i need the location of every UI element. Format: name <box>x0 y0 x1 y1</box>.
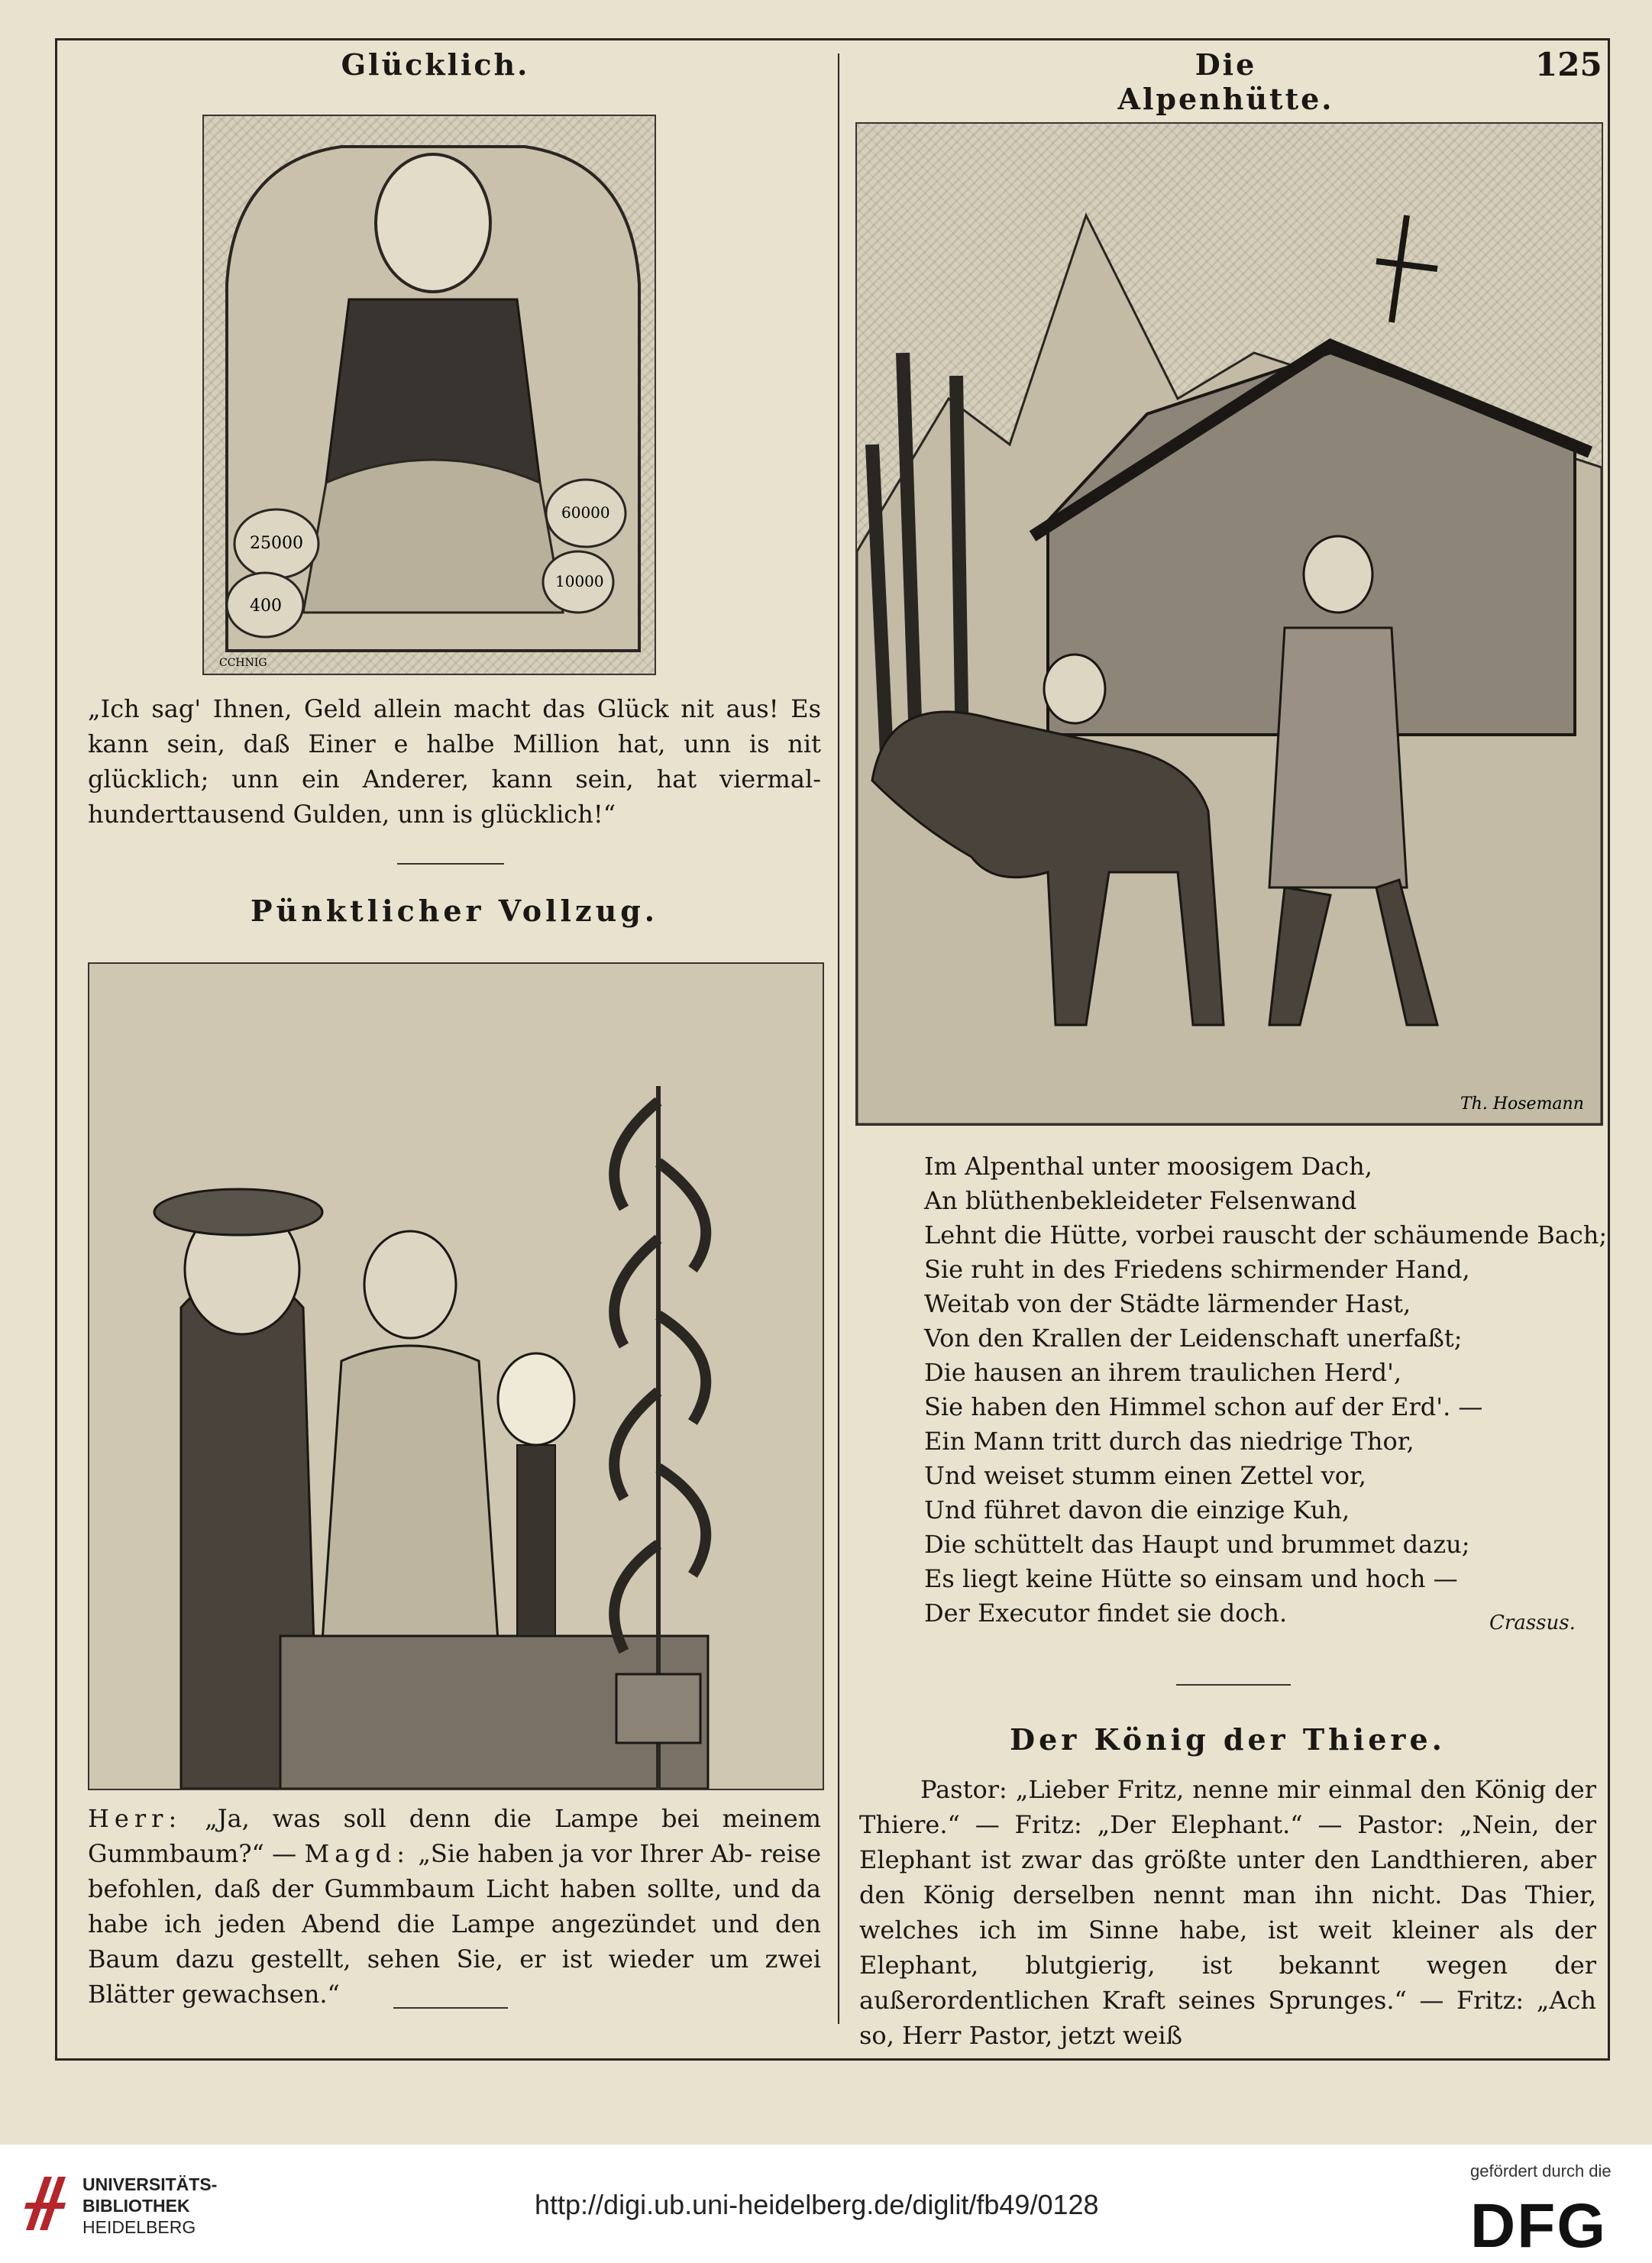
speaker-herr: Herr: <box>88 1804 183 1833</box>
poem-line: Im Alpenthal unter moosigem Dach, <box>924 1152 1372 1181</box>
right-running-header: Die Alpenhütte. <box>1117 47 1334 116</box>
money-bag-label: 60000 <box>561 503 610 522</box>
caption-text: reise befohlen, daß der Gummbaum Licht haben sollte, und da habe ich jeden Abend die Lampe angezündet und den Baum dazu gestellt, sehen Sie, er ist wieder um zwei Blätter gewachsen.“ <box>88 1839 822 2009</box>
caption-gluecklich: „Ich sag' Ihnen, Geld allein macht das Glück nit aus! Es kann sein, daß Einer e halbe Million hat, unn is nit glücklich; unn ein Anderer, kann sein, hat viermal-hunderttausend Gulden, unn is glücklich!“ <box>88 694 821 829</box>
money-bag-label: 400 <box>250 596 282 616</box>
poem-author: Crassus. <box>1489 1612 1576 1634</box>
funding-label: gefördert durch die <box>1470 2161 1612 2181</box>
library-name-line: BIBLIOTHEK <box>82 2196 190 2216</box>
rich-man-drawing <box>204 116 655 674</box>
poem-line: An blüthenbekleideter Felsenwand <box>924 1186 1357 1215</box>
poem-line: Und weiset stumm einen Zettel vor, <box>924 1461 1366 1490</box>
speaker-magd: Magd: <box>304 1839 411 1868</box>
text-koenig-der-thiere: Pastor: „Lieber Fritz, nenne mir einmal den König der Thiere.“ — Fritz: „Der Elephant.“ — Pastor: „Nein, der Elephant ist zwar das größte unter den Landthieren, aber den König derselben nennt man ihn nicht. Das Thier, welches ich im Sinne habe, ist weit kleiner als der Elephant, blutgierig, ist bekannt wegen der außerordentlichen Kraft seines Sprunges.“ — Fritz: „Ach so, Herr Pastor, jetzt weiß <box>859 1775 1596 2050</box>
alpine-hut-drawing <box>857 124 1602 1124</box>
illustrator-signature: CCHNIG <box>219 657 267 669</box>
column-divider <box>838 53 839 2024</box>
dfg-logo: DFG <box>1470 2191 1608 2261</box>
poem-line: Und führet davon die einzige Kuh, <box>924 1495 1350 1524</box>
caption-text: Gummbaum?“ — <box>88 1839 305 1868</box>
money-bag-label: 25000 <box>250 534 303 553</box>
university-library-name <box>82 2174 217 2238</box>
left-running-header: Glücklich. <box>341 47 530 82</box>
library-name-line: HEIDELBERG <box>82 2217 196 2237</box>
page-number: 125 <box>1535 46 1602 83</box>
poem-line: Die hausen an ihrem traulichen Herd', <box>924 1358 1402 1387</box>
illustration-lamp-and-rubber-tree <box>88 962 824 1790</box>
poem-line: Der Executor findet sie doch. <box>924 1599 1288 1628</box>
title-puenktlicher-vollzug: Pünktlicher Vollzug. <box>251 894 658 928</box>
university-library-logo-icon <box>21 2169 70 2235</box>
library-name-line: UNIVERSITÄTS- <box>82 2174 218 2194</box>
separator <box>397 863 504 865</box>
poem-line: Die schüttelt das Haupt und brummet dazu; <box>924 1530 1470 1559</box>
poem-line: Weitab von der Städte lärmender Hast, <box>924 1289 1411 1318</box>
poem-line: Es liegt keine Hütte so einsam und hoch — <box>924 1564 1458 1593</box>
poem-line: Sie ruht in des Friedens schirmender Hand, <box>924 1255 1470 1284</box>
caption-text: „Ja, was soll denn die Lampe bei meinem <box>205 1804 821 1833</box>
poem-line: Sie haben den Himmel schon auf der Erd'. — <box>924 1392 1483 1421</box>
illustration-rich-man-in-armchair <box>202 115 656 675</box>
caption-puenktlicher-vollzug <box>88 1801 821 2012</box>
title-koenig-der-thiere: Der König der Thiere. <box>1010 1722 1446 1757</box>
separator <box>1176 1684 1291 1686</box>
permalink-url[interactable]: http://digi.ub.uni-heidelberg.de/diglit/fb49/0128 <box>535 2189 1099 2220</box>
caption-text: „Sie haben ja vor Ihrer Ab- <box>410 1839 752 1868</box>
poem-die-alpenhuette <box>924 1149 1608 1631</box>
poem-line: Lehnt die Hütte, vorbei rauscht der schäumende Bach; <box>924 1220 1608 1249</box>
lamp-scene-drawing <box>89 964 823 1789</box>
poem-line: Von den Krallen der Leidenschaft unerfaßt; <box>924 1324 1463 1353</box>
poem-line: Ein Mann tritt durch das niedrige Thor, <box>924 1427 1414 1456</box>
illustrator-signature: Th. Hosemann <box>1460 1094 1584 1114</box>
digitization-footer <box>0 2145 1652 2263</box>
illustration-alpine-hut <box>855 122 1603 1126</box>
separator <box>393 2007 508 2009</box>
money-bag-label: 10000 <box>555 572 604 590</box>
